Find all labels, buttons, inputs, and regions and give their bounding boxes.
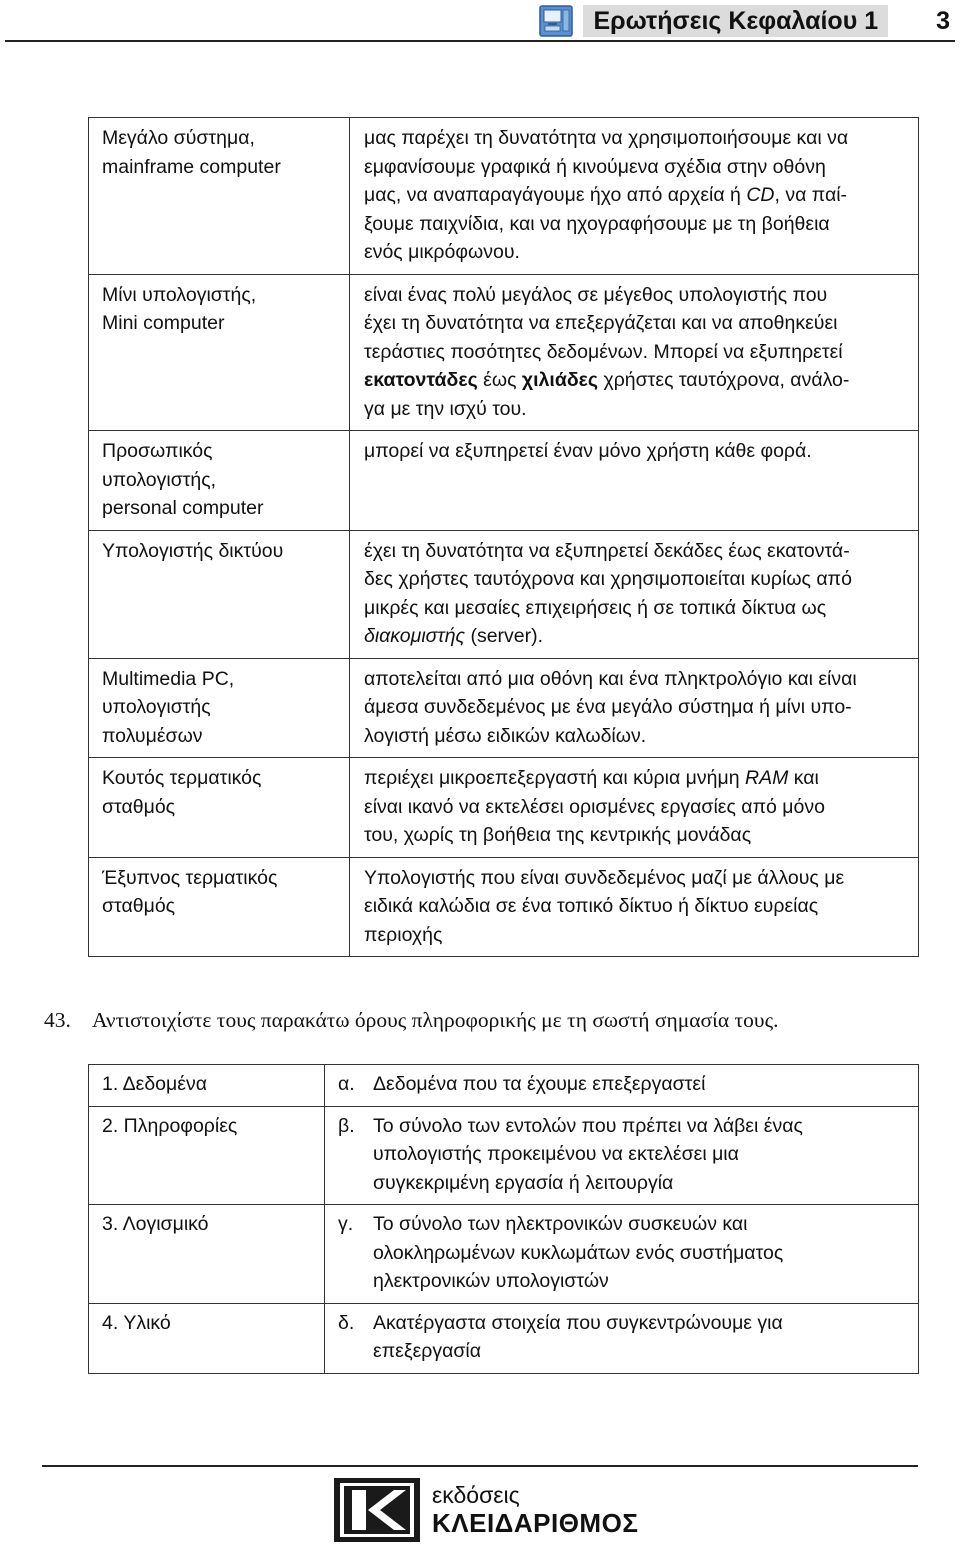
definition-letter: β. [338, 1114, 355, 1137]
term-line: Μεγάλο σύστημα, [102, 127, 255, 149]
term-cell [89, 658, 350, 758]
description-line [364, 395, 908, 424]
table-row [89, 1065, 919, 1107]
text-segment: γα με την ισχύ του. [364, 397, 527, 420]
text-segment: ειδικά καλώδια σε ένα τοπικό δίκτυο ή δίκτυο ευρείας [364, 895, 819, 917]
description-line [364, 281, 908, 310]
text-segment: είναι ένας πολύ μεγάλος σε μέγεθος υπολογιστής που [364, 283, 828, 306]
text-segment: και [788, 767, 819, 789]
text-segment: CD [746, 184, 775, 206]
definition-line: ολοκληρωμένων κυκλωμάτων ενός συστήματος [373, 1241, 784, 1264]
description-cell [350, 274, 919, 431]
term-cell [89, 530, 350, 658]
text-segment: (server). [465, 625, 544, 647]
text-segment: δες χρήστες ταυτόχρονα και χρησιμοποιείται κυρίως από [364, 568, 852, 590]
table-row [89, 118, 919, 275]
definition-cell [325, 1065, 919, 1107]
question-43 [44, 1008, 944, 1033]
text-segment: είναι ικανό να εκτελέσει ορισμένες εργασίες από μόνο [364, 795, 825, 818]
description-line [364, 594, 908, 623]
question-table [88, 1064, 919, 1374]
definition-cell [325, 1205, 919, 1304]
description-line [364, 793, 908, 822]
term-cell: 1. Δεδομένα [89, 1065, 325, 1107]
description-line [364, 338, 908, 367]
definition-letter: γ. [338, 1213, 354, 1235]
text-segment: έχει τη δυνατότητα να εξυπηρετεί δεκάδες έως εκατοντά- [364, 539, 850, 562]
definition-cell [325, 1106, 919, 1205]
description-line [364, 665, 908, 694]
page-header [539, 4, 950, 38]
table-row [89, 1205, 919, 1304]
term-cell: 4. Υλικό [89, 1303, 325, 1373]
table-row [89, 431, 919, 531]
description-line [364, 764, 908, 793]
term-line: πολυμέσων [102, 724, 203, 747]
text-segment: RAM [744, 767, 789, 789]
term-line: Μίνι υπολογιστής, [102, 283, 257, 306]
definition-line: συγκεκριμένη εργασία ή λειτουργία [373, 1171, 674, 1194]
description-line [364, 722, 908, 751]
description-line [364, 565, 908, 594]
text-segment: του, χωρίς τη βοήθεια της κεντρικής μονάδας [364, 824, 752, 846]
kleidarithmos-k-logo [334, 1478, 420, 1542]
chapter-title: Ερωτήσεις Κεφαλαίου 1 [583, 5, 888, 37]
definition-text [373, 1112, 873, 1198]
text-segment: διακομιστής [364, 625, 466, 647]
table-row [89, 1106, 919, 1205]
term-line: σταθμός [102, 795, 176, 818]
text-segment: Υπολογιστής που είναι συνδεδεμένος μαζί με άλλους με [364, 866, 845, 889]
text-segment: μας παρέχει τη δυνατότητα να χρησιμοποιήσουμε και να [364, 127, 849, 149]
description-line [364, 309, 908, 338]
description-line [364, 210, 908, 239]
matching-table [88, 117, 919, 957]
term-line: Κουτός τερματικός [102, 767, 262, 789]
term-cell [89, 274, 350, 431]
term-cell [89, 857, 350, 957]
publisher-line2: ΚΛΕΙΔΑΡΙΘΜΟΣ [432, 1508, 639, 1538]
text-segment: ενός μικρόφωνου. [364, 241, 520, 263]
description-cell [350, 431, 919, 531]
question-text: Αντιστοιχίστε τους παρακάτω όρους πληροφορικής με τη σωστή σημασία τους. [92, 1008, 779, 1032]
question-number: 43. [44, 1008, 71, 1032]
computer-book-icon [539, 5, 573, 37]
term-cell [89, 758, 350, 858]
description-line [364, 124, 908, 153]
text-segment: τεράστιες ποσότητες δεδομένων. Μπορεί να εξυπηρετεί [364, 340, 843, 363]
description-line [364, 921, 908, 950]
table-row [89, 1303, 919, 1373]
text-segment: μικρές και μεσαίες επιχειρήσεις ή σε τοπικά δίκτυα ως [364, 596, 827, 619]
page-number: 3 [936, 6, 950, 35]
term-line: Προσωπικός [102, 440, 213, 462]
text-segment: εμφανίσουμε γραφικά ή κινούμενα σχέδια στην οθόνη [364, 155, 826, 178]
description-line [364, 693, 908, 722]
text-segment: περιέχει μικροεπεξεργαστή και κύρια μνήμη [364, 767, 745, 789]
description-line [364, 537, 908, 566]
definition-letter: δ. [338, 1311, 355, 1334]
description-cell [350, 857, 919, 957]
term-line: mainframe computer [102, 155, 281, 178]
text-segment: μας, να αναπαραγάγουμε ήχο από αρχεία ή [364, 184, 747, 206]
term-line: υπολογιστής, [102, 468, 217, 491]
term-line: Multimedia PC, [102, 667, 235, 690]
definition-cell [325, 1303, 919, 1373]
definition-letter: α. [338, 1073, 355, 1095]
description-line [364, 366, 908, 395]
term-line: Υπολογιστής δικτύου [102, 539, 284, 562]
text-segment: εκατοντάδες [364, 369, 478, 391]
table-row [89, 530, 919, 658]
term-line: υπολογιστής [102, 696, 211, 718]
definition-line: Το σύνολο των εντολών που πρέπει να λάβει ένας [373, 1114, 803, 1137]
table-row [89, 658, 919, 758]
description-line [364, 892, 908, 921]
table-row [89, 758, 919, 858]
definition-line: Δεδομένα που τα έχουμε επεξεργαστεί [373, 1073, 706, 1095]
definition-line: Ακατέργαστα στοιχεία που συγκεντρώνουμε για [373, 1311, 783, 1334]
description-cell [350, 758, 919, 858]
text-segment: αποτελείται από μια οθόνη και ένα πληκτρολόγιο και είναι [364, 667, 857, 690]
term-line: personal computer [102, 497, 264, 519]
text-segment: μπορεί να εξυπηρετεί έναν μόνο χρήστη κάθε φορά. [364, 440, 812, 462]
definition-line: Το σύνολο των ηλεκτρονικών συσκευών και [373, 1213, 748, 1235]
term-cell: 2. Πληροφορίες [89, 1106, 325, 1205]
term-cell [89, 118, 350, 275]
description-line [364, 238, 908, 267]
definition-text [373, 1309, 873, 1366]
text-segment: , να παί- [774, 184, 848, 206]
term-cell [89, 431, 350, 531]
text-segment: λογιστή μέσω ειδικών καλωδίων. [364, 724, 647, 747]
description-cell [350, 118, 919, 275]
footer-divider [42, 1465, 918, 1467]
description-line [364, 864, 908, 893]
definition-text [373, 1210, 873, 1296]
term-line: Έξυπνος τερματικός [102, 866, 278, 889]
description-cell [350, 658, 919, 758]
text-segment: χιλιάδες [521, 369, 599, 391]
description-line [364, 153, 908, 182]
description-cell [350, 530, 919, 658]
text-segment: χρήστες ταυτόχρονα, ανάλο- [598, 369, 850, 391]
definition-line: υπολογιστής προκειμένου να εκτελέσει μια [373, 1143, 739, 1165]
table-row [89, 274, 919, 431]
definition-text [373, 1070, 873, 1099]
description-line [364, 622, 908, 651]
text-segment: άμεσα συνδεδεμένος με ένα μεγάλο σύστημα ή μίνι υπο- [364, 696, 852, 718]
description-line [364, 437, 908, 466]
definition-line: ηλεκτρονικών υπολογιστών [373, 1270, 609, 1292]
publisher-name [432, 1482, 638, 1538]
term-cell: 3. Λογισμικό [89, 1205, 325, 1304]
term-line: σταθμός [102, 895, 176, 917]
text-segment: έχει τη δυνατότητα να επεξεργάζεται και να αποθηκεύει [364, 312, 838, 334]
table-row [89, 857, 919, 957]
definition-line: επεξεργασία [373, 1340, 482, 1362]
text-segment: περιοχής [364, 923, 443, 946]
term-line: Mini computer [102, 312, 225, 334]
text-segment: ξουμε παιχνίδια, και να ηχογραφήσουμε με τη βοήθεια [364, 212, 830, 235]
description-line [364, 821, 908, 850]
publisher-footer [334, 1478, 638, 1542]
publisher-line1: εκδόσεις [432, 1482, 520, 1508]
header-divider [5, 40, 955, 42]
description-line [364, 181, 908, 210]
text-segment: έως [477, 369, 522, 391]
